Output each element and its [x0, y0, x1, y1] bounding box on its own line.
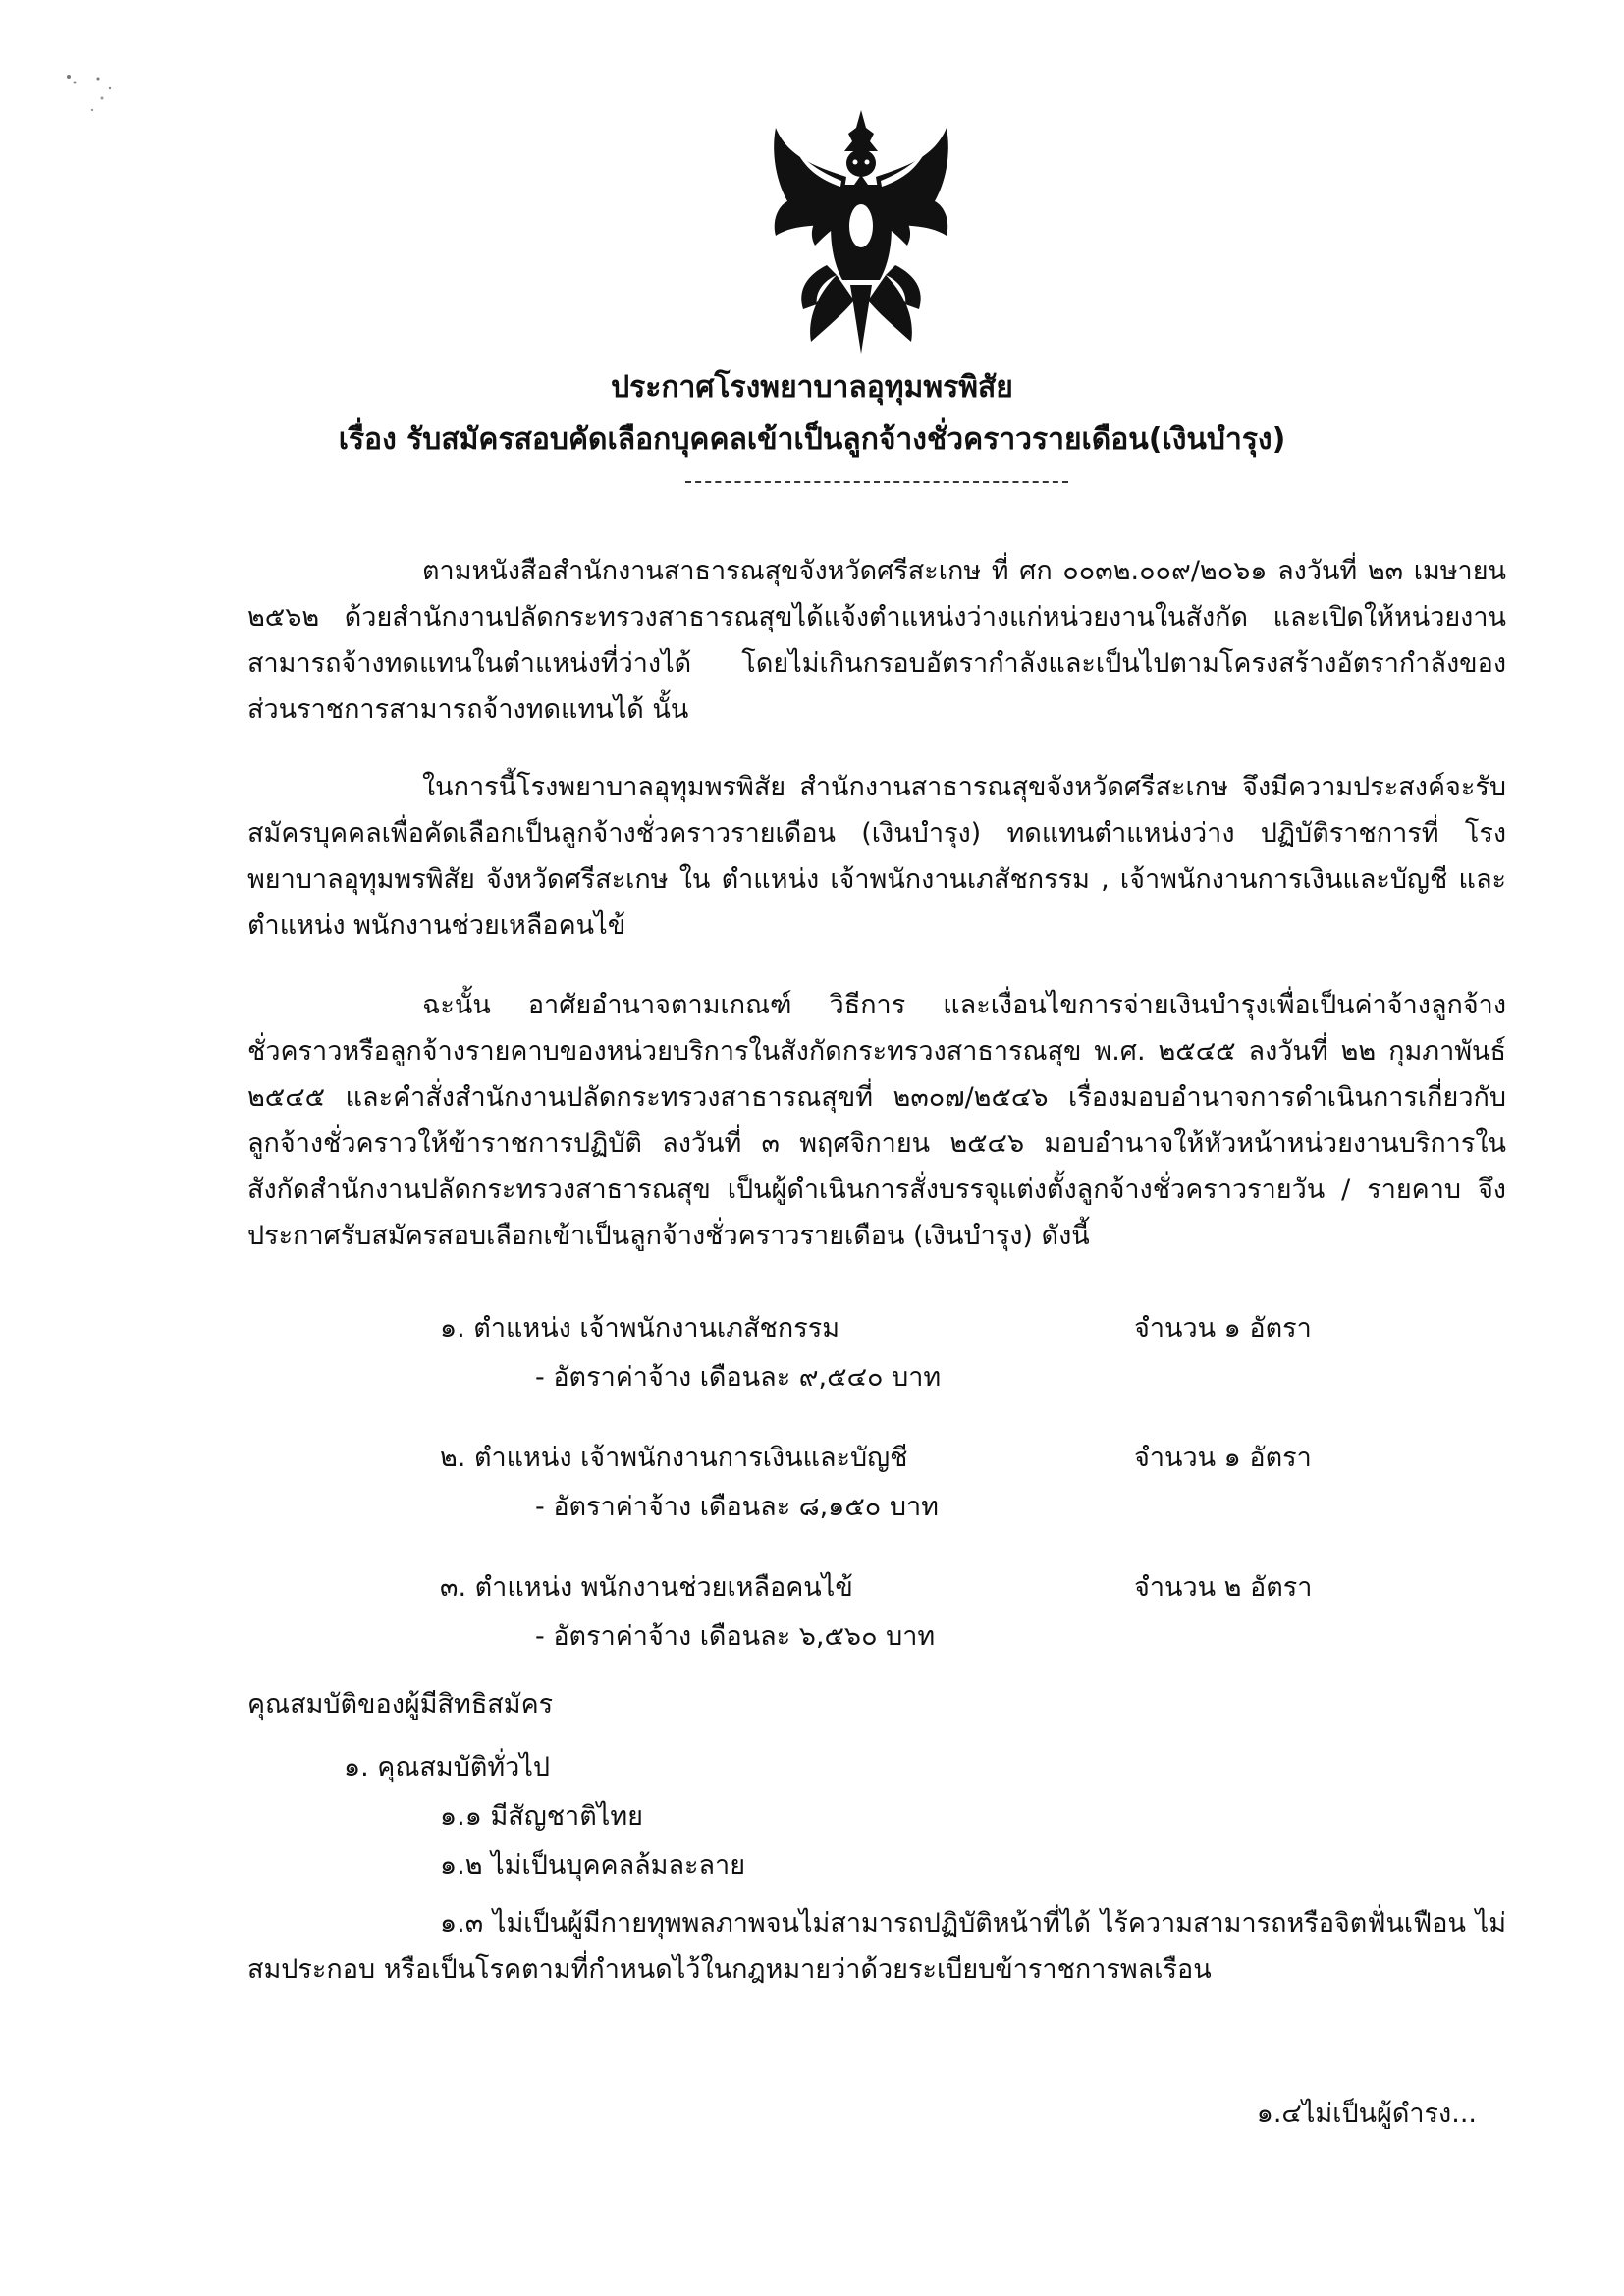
- position-count: จำนวน ๑ อัตรา: [1134, 1443, 1312, 1473]
- page-title: ประกาศโรงพยาบาลอุทุมพรพิสัย: [611, 370, 1013, 405]
- position-title: ๑. ตำแหน่ง เจ้าพนักงานเภสัชกรรม: [440, 1313, 840, 1343]
- qualification-item: ๑.๓ ไม่เป็นผู้มีกายทุพพลภาพจนไม่สามารถปฏิบัติหน้าที่ได้ ไร้ความสามารถหรือจิตฟั่นเฟือน ไม่สมประกอบ หรือเป็นโรคตามที่กำหนดไว้ในกฎหมายว่าด้วยระเบียบข้าราชการพลเรือน: [247, 1908, 1506, 1985]
- garuda-emblem-icon: [768, 108, 954, 354]
- position-rate: - อัตราค่าจ้าง เดือนละ ๖,๕๖๐ บาท: [535, 1621, 936, 1652]
- position-rate: - อัตราค่าจ้าง เดือนละ ๘,๑๕๐ บาท: [535, 1492, 939, 1522]
- position-rate: - อัตราค่าจ้าง เดือนละ ๙,๕๔๐ บาท: [535, 1362, 942, 1393]
- continuation-note: ๑.๔ไม่เป็นผู้ดำรง...: [1256, 2099, 1477, 2129]
- paragraph-authority: ฉะนั้น อาศัยอำนาจตามเกณฑ์ วิธีการ และเงื่อนไขการจ่ายเงินบำรุงเพื่อเป็นค่าจ้างลูกจ้าง ชั่วคราวหรือลูกจ้างรายคาบของหน่วยบริการในสังกัดกระทรวงสาธารณสุข พ.ศ. ๒๕๔๕ ลงวันที่ ๒๒ กุมภาพันธ์ ๒๕๔๕ และคำสั่งสำนักงานปลัดกระทรวงสาธารณสุขที่ ๒๓๐๗/๒๕๔๖ เรื่องมอบอำนาจการดำเนินการเกี่ยวกับ ลูกจ้างชั่วคราวให้ข้าราชการปฏิบัติ ลงวันที่ ๓ พฤศจิกายน ๒๕๔๖ มอบอำนาจให้หัวหน้าหน่วยงานบริการใน สังกัดสำนักงานปลัดกระทรวงสาธารณสุข เป็นผู้ดำเนินการสั่งบรรจุแต่งตั้งลูกจ้างชั่วคราวรายวัน / รายคาบ จึงประกาศรับสมัครสอบเลือกเข้าเป็นลูกจ้างชั่วคราวรายเดือน (เงินบำรุง) ดังนี้: [247, 990, 1506, 1251]
- paragraph-reference: ตามหนังสือสำนักงานสาธารณสุขจังหวัดศรีสะเกษ ที่ ศก ๐๐๓๒.๐๐๙/๒๐๖๑ ลงวันที่ ๒๓ เมษายน ๒๕๖๒ ด้วยสำนักงานปลัดกระทรวงสาธารณสุขได้แจ้งตำแหน่งว่างแก่หน่วยงานในสังกัด และเปิดให้หน่วยงานสามารถจ้างทดแทนในตำแหน่งที่ว่างได้ โดยไม่เกินกรอบอัตรากำลังและเป็นไปตามโครงสร้างอัตรากำลังของส่วนราชการสามารถจ้างทดแทนได้ นั้น: [247, 556, 1506, 725]
- paragraph-purpose: ในการนี้โรงพยาบาลอุทุมพรพิสัย สำนักงานสาธารณสุขจังหวัดศรีสะเกษ จึงมีความประสงค์จะรับสมัครบุคคลเพื่อคัดเลือกเป็นลูกจ้างชั่วคราวรายเดือน (เงินบำรุง) ทดแทนตำแหน่งว่าง ปฏิบัติราชการที่ โรงพยาบาลอุทุมพรพิสัย จังหวัดศรีสะเกษ ใน ตำแหน่ง เจ้าพนักงานเภสัชกรรม , เจ้าพนักงานการเงินและบัญชี และตำแหน่ง พนักงานช่วยเหลือคนไข้: [247, 772, 1506, 941]
- qualification-item: ๑.๒ ไม่เป็นบุคคลล้มละลาย: [440, 1850, 746, 1881]
- position-title: ๒. ตำแหน่ง เจ้าพนักงานการเงินและบัญชี: [440, 1443, 908, 1473]
- subject-line: เรื่อง รับสมัครสอบคัดเลือกบุคคลเข้าเป็นลูกจ้างชั่วคราวรายเดือน(เงินบำรุง): [338, 422, 1286, 457]
- position-count: จำนวน ๒ อัตรา: [1134, 1572, 1313, 1603]
- title-divider: [685, 481, 1068, 483]
- position-count: จำนวน ๑ อัตรา: [1134, 1313, 1312, 1343]
- position-title: ๓. ตำแหน่ง พนักงานช่วยเหลือคนไข้: [440, 1572, 853, 1603]
- qualifications-heading: คุณสมบัติของผู้มีสิทธิสมัคร: [247, 1689, 554, 1720]
- scan-specks: [59, 59, 177, 137]
- general-qualifications-heading: ๑. คุณสมบัติทั่วไป: [344, 1752, 551, 1782]
- qualification-item: ๑.๑ มีสัญชาติไทย: [440, 1801, 643, 1831]
